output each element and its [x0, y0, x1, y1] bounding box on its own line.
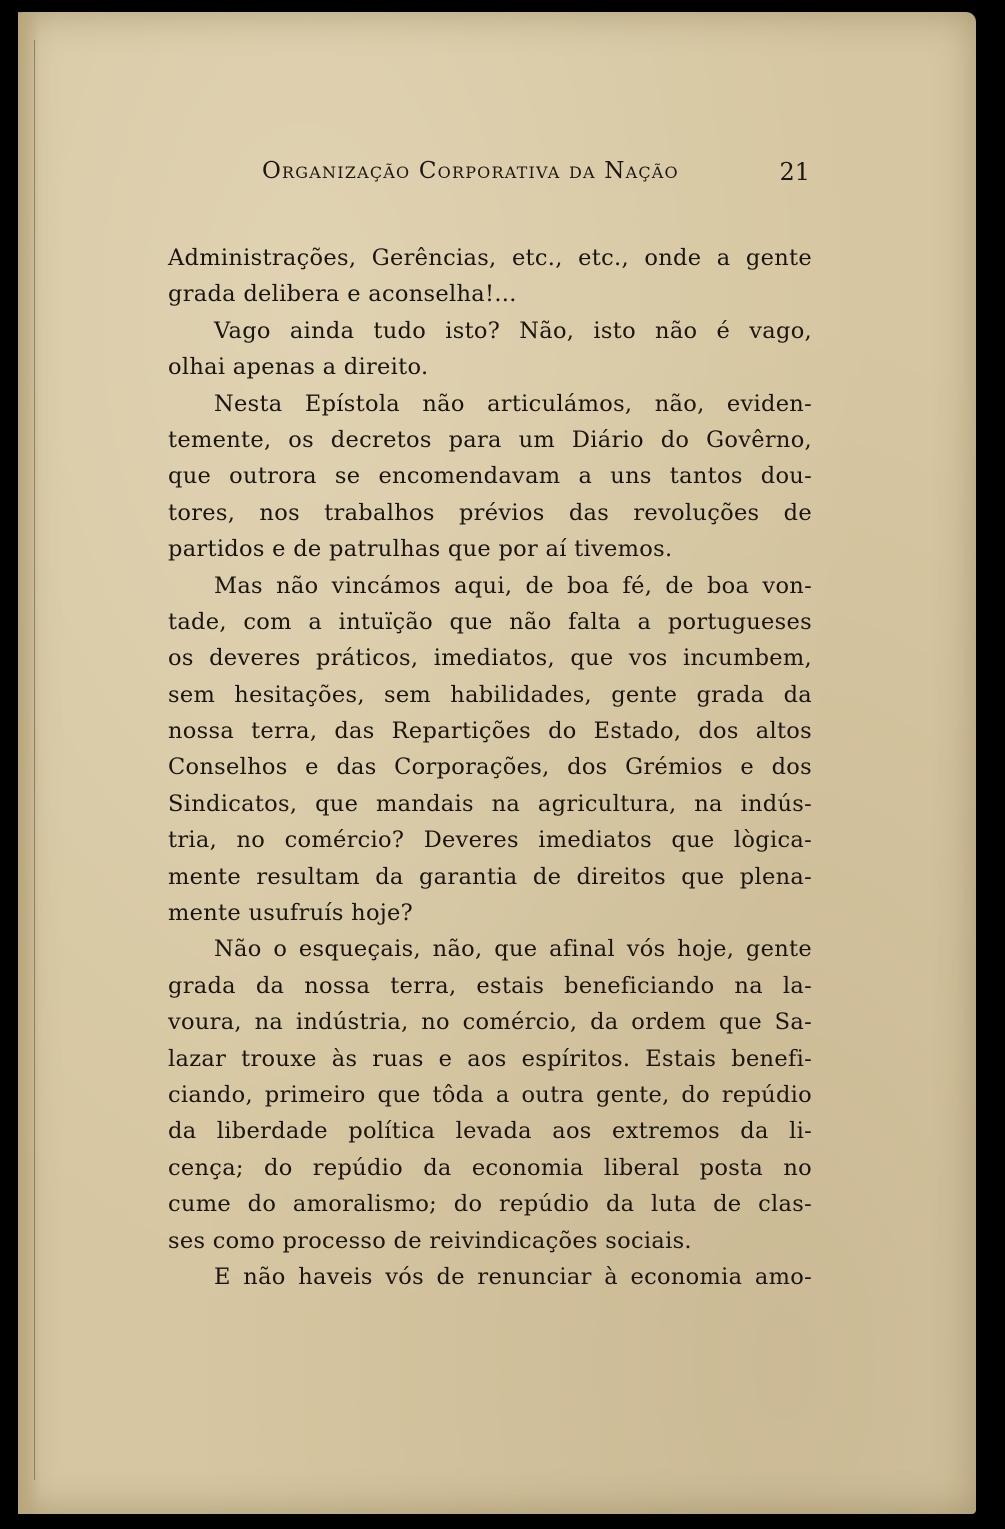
- body-text: [168, 240, 812, 1295]
- text-line: Sindicatos, que mandais na agricultura, na indús-: [168, 790, 812, 817]
- text-line: Nesta Epístola não articulámos, não, eviden-: [214, 390, 812, 417]
- page-gutter-shadow: [18, 12, 40, 1514]
- text-line: Mas não vincámos aqui, de boa fé, de boa von-: [214, 572, 812, 599]
- text-line: que outrora se encomendavam a uns tantos dou-: [168, 463, 812, 490]
- text-line: temente, os decretos para um Diário do Govêrno,: [168, 426, 812, 453]
- text-line: lazar trouxe às ruas e aos espíritos. Estais benefi-: [168, 1045, 812, 1072]
- text-line: tade, com a intuïção que não falta a portugueses: [168, 608, 812, 635]
- text-line: tria, no comércio? Deveres imediatos que lògica-: [168, 827, 812, 854]
- page-number: 21: [779, 158, 810, 186]
- text-line: Não o esqueçais, não, que afinal vós hoje, gente: [214, 936, 812, 963]
- text-line: tores, nos trabalhos prévios das revoluções de: [168, 499, 812, 526]
- text-line: Vago ainda tudo isto? Não, isto não é vago,: [214, 317, 812, 344]
- gutter-edge-line: [34, 40, 35, 1480]
- text-line: Conselhos e das Corporações, dos Grémios e dos: [168, 754, 812, 781]
- text-line: Administrações, Gerências, etc., etc., onde a gente: [168, 245, 812, 271]
- text-line: mente usufruís hoje?: [168, 900, 414, 927]
- text-line: mente resultam da garantia de direitos que plena-: [168, 863, 812, 890]
- text-line: sem hesitações, sem habilidades, gente grada da: [168, 681, 812, 708]
- text-line: grada da nossa terra, estais beneficiando na la-: [168, 972, 812, 999]
- text-line: os deveres práticos, imediatos, que vos incumbem,: [168, 645, 812, 672]
- text-line: ses como processo de reivindicações sociais.: [168, 1227, 692, 1254]
- text-line: grada delibera e aconselha!...: [168, 281, 517, 308]
- text-line: voura, na indústria, no comércio, da ordem que Sa-: [168, 1009, 812, 1036]
- text-line: da liberdade política levada aos extremos da li-: [168, 1118, 812, 1145]
- text-line: nossa terra, das Repartições do Estado, dos altos: [168, 718, 812, 745]
- text-line: olhai apenas a direito.: [168, 354, 429, 381]
- text-line: cume do amoralismo; do repúdio da luta de clas-: [168, 1191, 812, 1218]
- text-line: cença; do repúdio da economia liberal posta no: [168, 1154, 812, 1181]
- text-line: partidos e de patrulhas que por aí tivemos.: [168, 536, 673, 563]
- running-title: Organização Corporativa da Nação: [262, 158, 679, 184]
- running-header: [262, 158, 810, 194]
- text-line: ciando, primeiro que tôda a outra gente, do repúdio: [168, 1081, 812, 1108]
- text-line: E não haveis vós de renunciar à economia amo-: [214, 1263, 812, 1290]
